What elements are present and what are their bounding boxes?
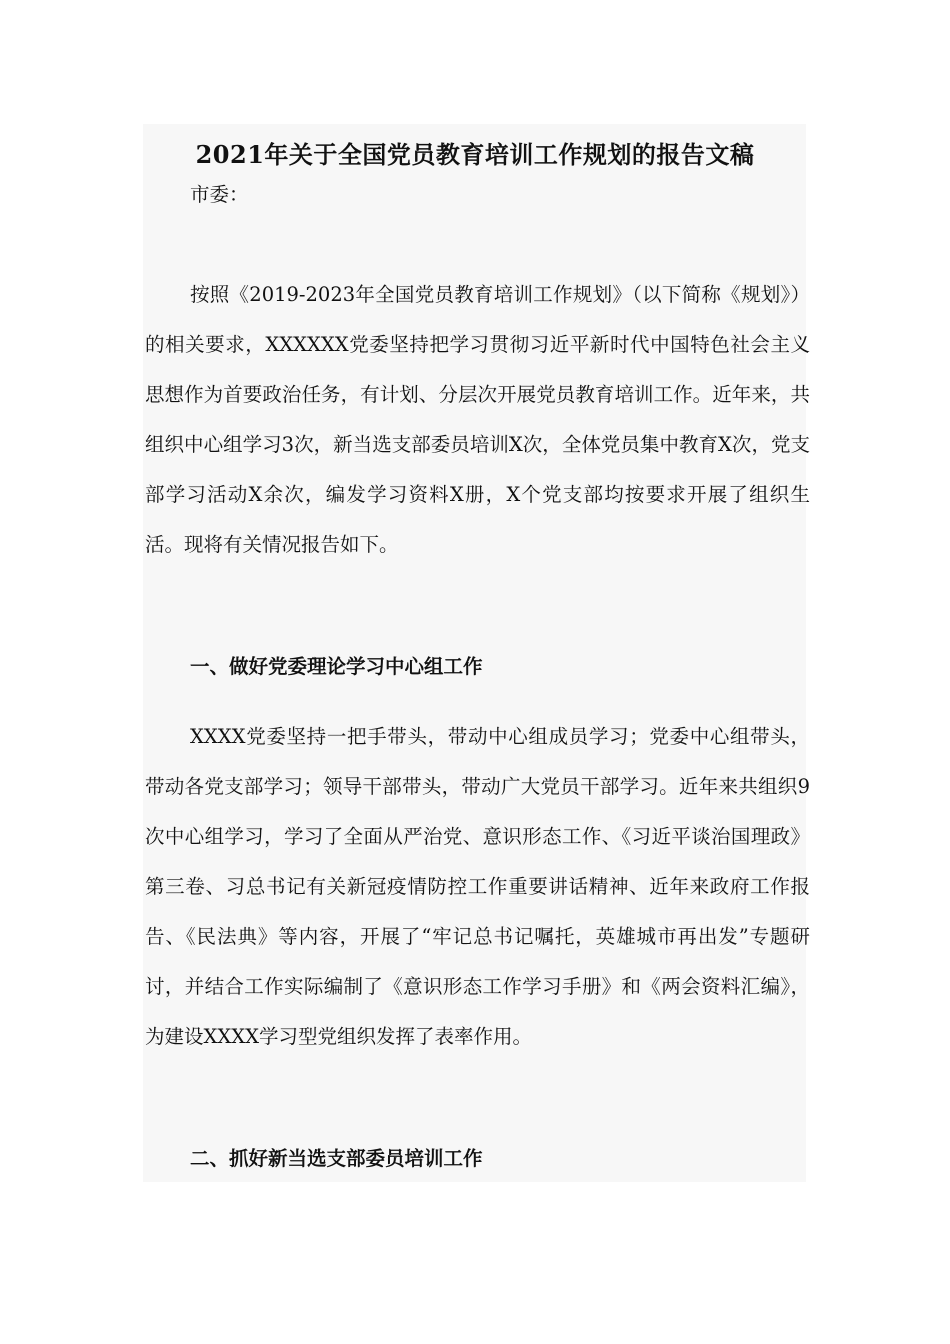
section-heading-2: 二、抓好新当选支部委员培训工作 [190,1147,483,1170]
document-title: 2021年关于全国党员教育培训工作规划的报告文稿 [195,140,755,169]
paragraph-intro: 按照《2019-2023年全国党员教育培训工作规划》（以下简称《规划》）的相关要求，XXXXXX党委坚持把学习贯彻习近平新时代中国特色社会主义思想作为首要政治任务，有计划、分层次开展党员教育培训工作。近年来，共组织中心组学习3次，新当选支部委员培训X次，全体党员集中教育X次，党支部学习活动X余次，编发学习资料X册，X个党支部均按要求开展了组织生活。现将有关情况报告如下。 [145,283,810,556]
section-heading-1: 一、做好党委理论学习中心组工作 [190,655,483,678]
paragraph-section-1: XXXX党委坚持一把手带头，带动中心组成员学习；党委中心组带头，带动各党支部学习；领导干部带头，带动广大党员干部学习。近年来共组织9次中心组学习，学习了全面从严治党、意识形态工作、《习近平谈治国理政》第三卷、习总书记有关新冠疫情防控工作重要讲话精神、近年来政府工作报告、《民法典》等内容，开展了“牢记总书记嘱托，英雄城市再出发”专题研讨，并结合工作实际编制了《意识形态工作学习手册》和《两会资料汇编》，为建设XXXX学习型党组织发挥了表率作用。 [145,725,810,1048]
salutation: 市委： [190,183,249,206]
